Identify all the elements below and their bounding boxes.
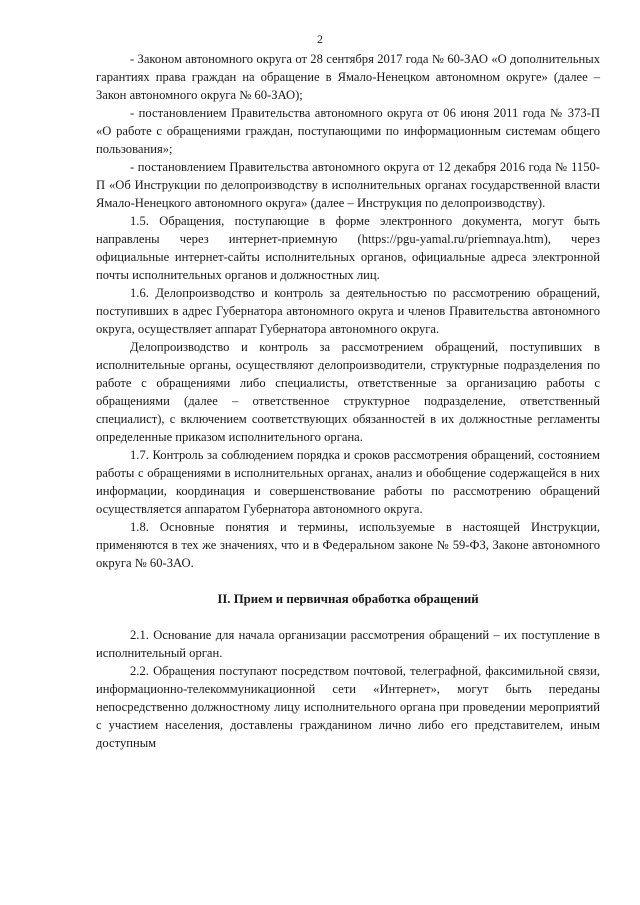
paragraph-resolution-1150p: - постановлением Правительства автономного округа от 12 декабря 2016 года № 1150-П «Об Инструкции по делопроизводству в исполнительных органах государственной власти Ямало-Ненецкого автономного округа» (далее – Инструкция по делопроизводству). [96,160,600,210]
paragraph-1-6: 1.6. Делопроизводство и контроль за деятельностью по рассмотрению обращений, поступивших в адрес Губернатора автономного округа и членов Правительства автономного округа, осуществляет аппарат Губернатора автономного округа. [96,286,600,336]
paragraph-1-6-continued: Делопроизводство и контроль за рассмотрением обращений, поступивших в исполнительные органы, осуществляют делопроизводители, структурные подразделения по работе с обращениями либо специалисты, ответственные за организацию работы с обращениями (далее – ответственное структурное подразделение, ответственный специалист), с включением соответствующих обязанностей в их должностные регламенты определенные приказом исполнительного органа. [96,340,600,444]
page-number: 2 [317,32,323,46]
paragraph-resolution-373p: - постановлением Правительства автономного округа от 06 июня 2011 года № 373-П «О работе с обращениями граждан, поступающими по информационным системам общего пользования»; [96,106,600,156]
paragraph-1-8: 1.8. Основные понятия и термины, используемые в настоящей Инструкции, применяются в тех же значениях, что и в Федеральном законе № 59-ФЗ, Законе автономного округа № 60-ЗАО. [96,520,600,570]
paragraph-1-5: 1.5. Обращения, поступающие в форме электронного документа, могут быть направлены через интернет-приемную (https://pgu-yamal.ru/priemnaya.htm), через официальные интернет-сайты исполнительных органов, официальные адреса электронной почты исполнительных органов и должностных лиц. [96,214,600,282]
paragraph-2-2: 2.2. Обращения поступают посредством почтовой, телеграфной, факсимильной связи, информационно-телекоммуникационной сети «Интернет», могут быть переданы непосредственно должностному лицу исполнительного органа при проведении мероприятий с участием населения, доставлены гражданином лично либо его представителем, иным доступным [96,664,600,750]
paragraph-law-60-zao: - Законом автономного округа от 28 сентября 2017 года № 60-ЗАО «О дополнительных гарантиях права граждан на обращение в Ямало-Ненецком автономном округе» (далее – Закон автономного округа № 60-ЗАО); [96,52,600,102]
document-body [96,50,600,752]
paragraph-2-1: 2.1. Основание для начала организации рассмотрения обращений – их поступление в исполнительный орган. [96,628,600,660]
section-title: II. Прием и первичная обработка обращений [217,592,479,606]
paragraph-1-7: 1.7. Контроль за соблюдением порядка и сроков рассмотрения обращений, состоянием работы с обращениями в исполнительных органах, анализ и обобщение содержащейся в них информации, координация и совершенствование работы по рассмотрению обращений осуществляется аппаратом Губернатора автономного округа. [96,448,600,516]
